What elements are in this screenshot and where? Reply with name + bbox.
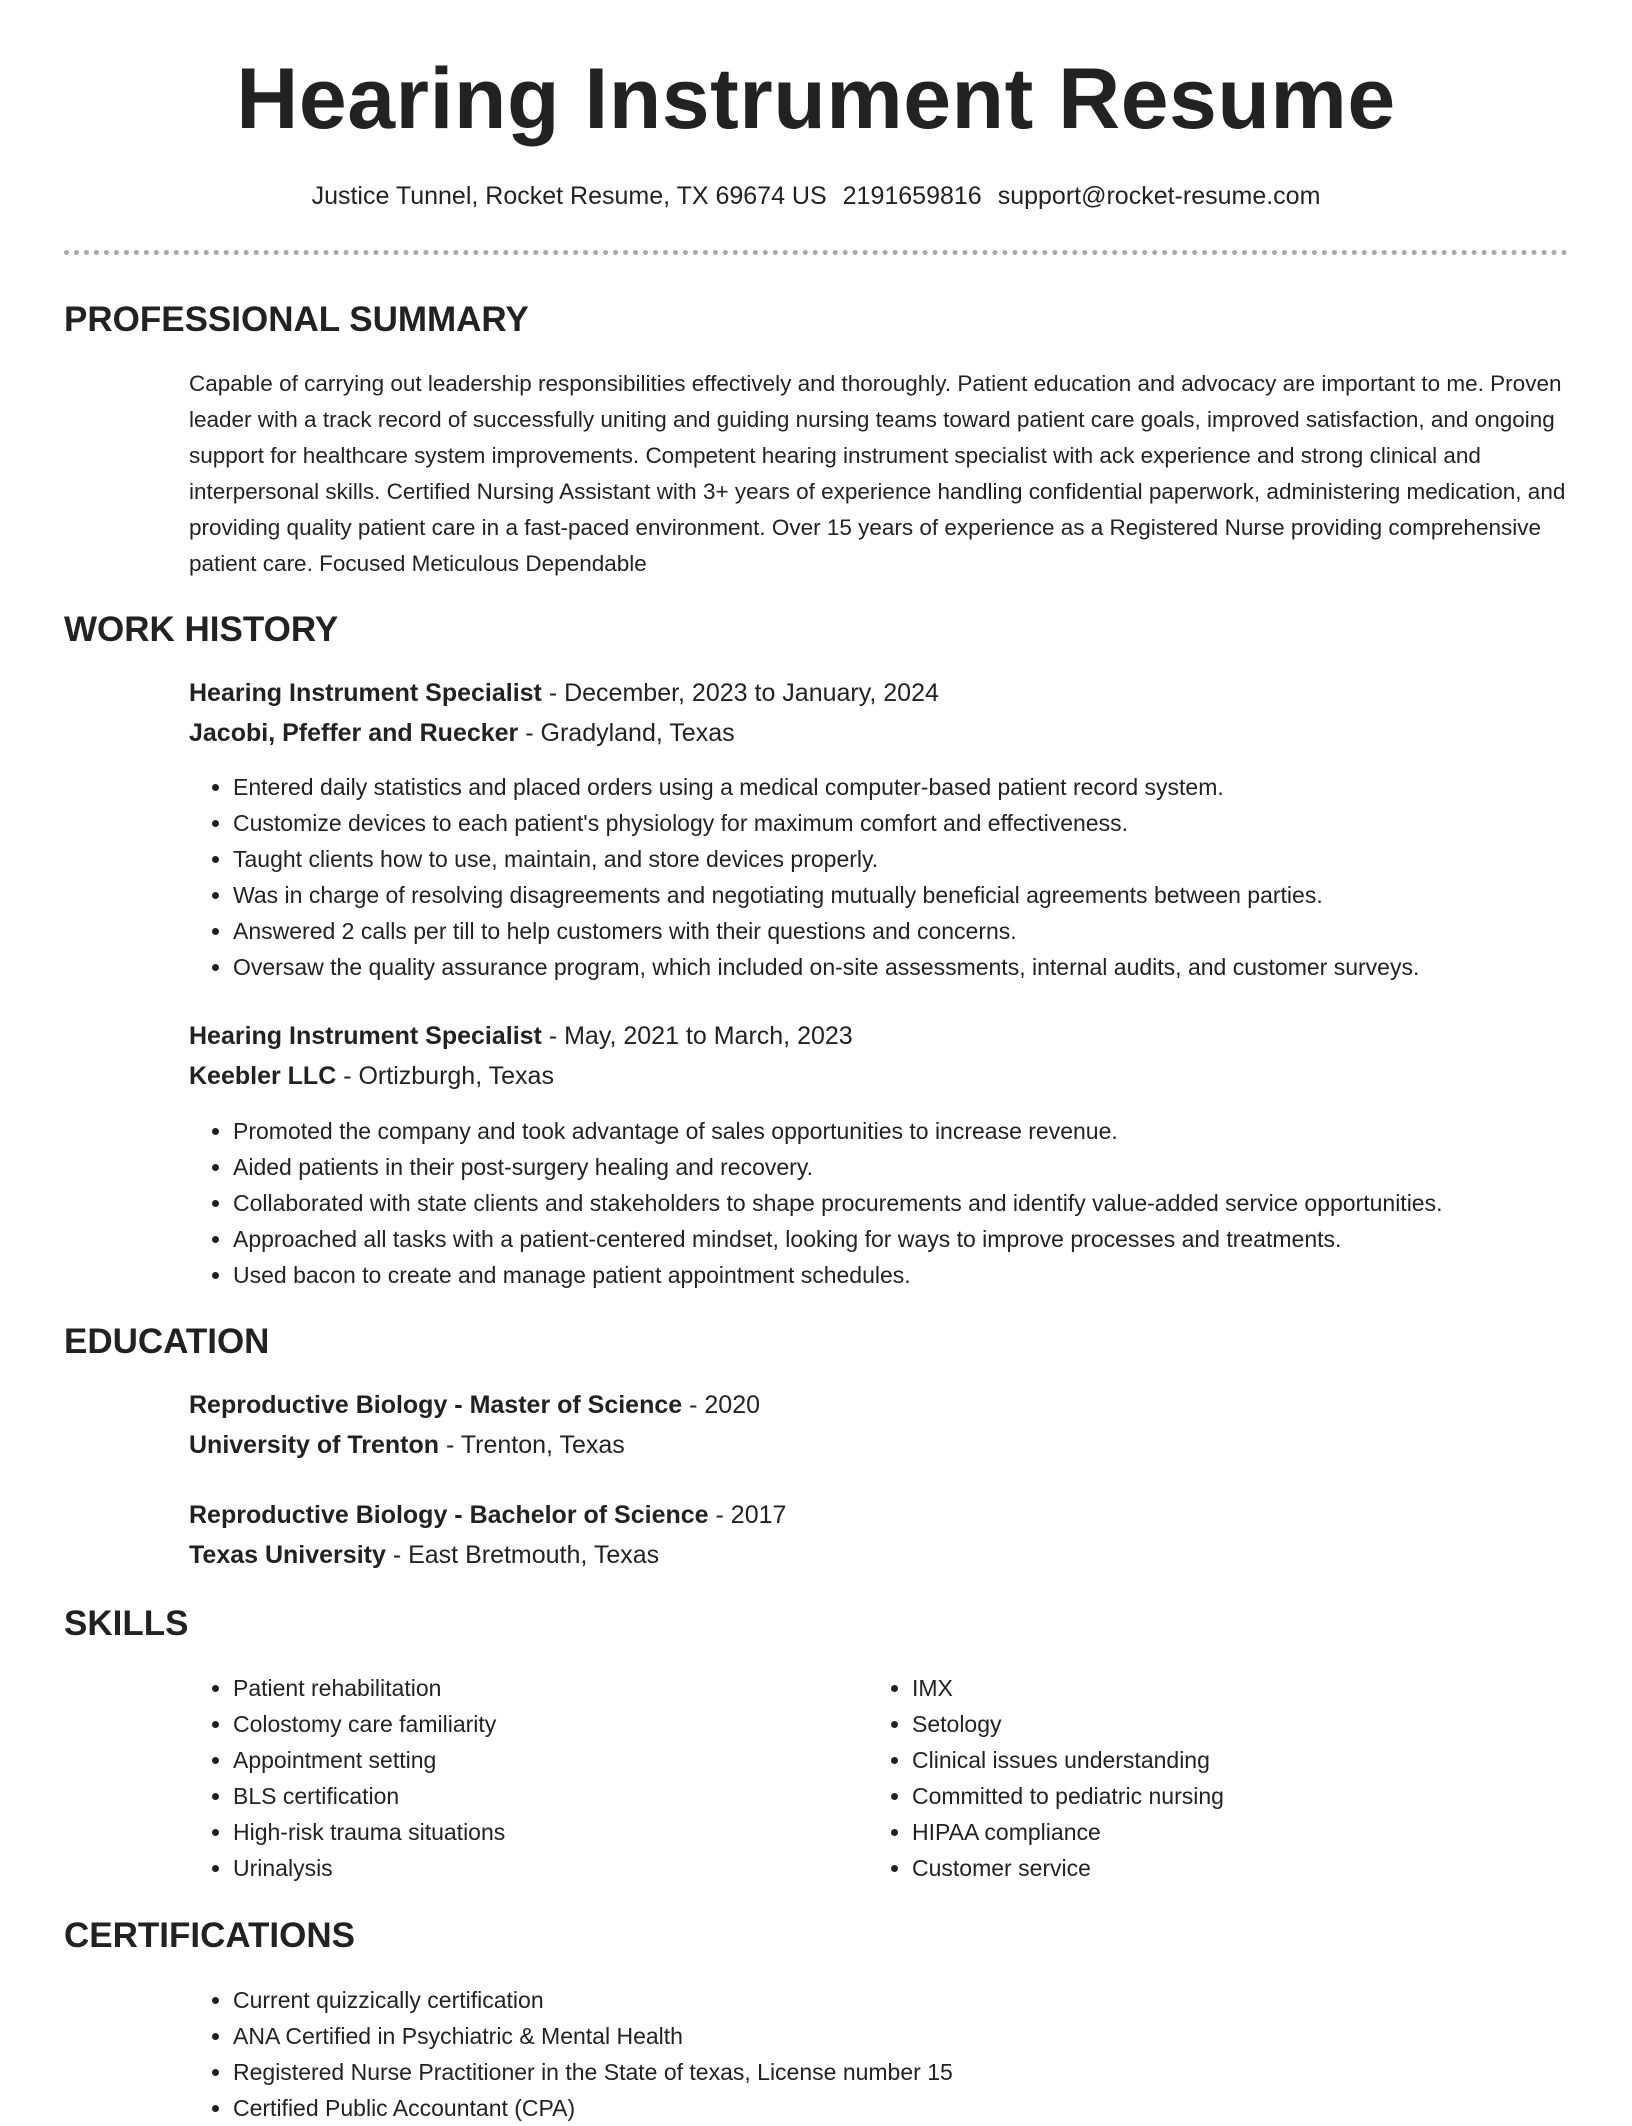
education-2-location: - East Bretmouth, Texas <box>392 1541 660 1569</box>
contact-line <box>0 182 1632 211</box>
education-1-school: University of Trenton <box>189 1431 440 1459</box>
education-2-degree-line <box>189 1501 786 1530</box>
work-history-heading: WORK HISTORY <box>64 610 339 649</box>
header-divider <box>64 250 1568 255</box>
education-2-school: Texas University <box>189 1541 386 1569</box>
education-1-location: - Trenton, Texas <box>446 1431 625 1459</box>
certifications-list <box>189 1982 953 2126</box>
job-1-company-line <box>189 719 735 748</box>
skills-heading: SKILLS <box>64 1604 189 1643</box>
job-2-company-line <box>189 1062 554 1091</box>
list-item: • Answered 2 calls per till to help customers with their questions and concerns. <box>233 913 1419 949</box>
resume-title: Hearing Instrument Resume <box>236 51 1396 147</box>
list-item: • Colostomy care familiarity <box>233 1706 505 1742</box>
list-item: • Setology <box>912 1706 1224 1742</box>
list-item: • HIPAA compliance <box>912 1814 1224 1850</box>
list-item: • Promoted the company and took advantage of sales opportunities to increase revenue. <box>233 1113 1443 1149</box>
list-item: • Certified Public Accountant (CPA) <box>233 2090 953 2126</box>
job-2-dates: - May, 2021 to March, 2023 <box>548 1022 853 1050</box>
list-item: • Committed to pediatric nursing <box>912 1778 1224 1814</box>
list-item: • Customer service <box>912 1850 1224 1886</box>
list-item: • BLS certification <box>233 1778 505 1814</box>
list-item: • Aided patients in their post-surgery healing and recovery. <box>233 1149 1443 1185</box>
skills-list-left <box>189 1670 505 1886</box>
contact-email: support@rocket-resume.com <box>997 182 1321 210</box>
list-item: • ANA Certified in Psychiatric & Mental Health <box>233 2018 953 2054</box>
job-2-location: - Ortizburgh, Texas <box>343 1062 554 1090</box>
job-1-company: Jacobi, Pfeffer and Ruecker <box>189 719 519 747</box>
list-item: • Appointment setting <box>233 1742 505 1778</box>
list-item: • Was in charge of resolving disagreements and negotiating mutually beneficial agreements between parties. <box>233 877 1419 913</box>
list-item: • IMX <box>912 1670 1224 1706</box>
job-1-location: - Gradyland, Texas <box>525 719 735 747</box>
list-item: • Collaborated with state clients and stakeholders to shape procurements and identify value-added service opportunities. <box>233 1185 1443 1221</box>
education-2-school-line <box>189 1541 659 1570</box>
job-1-title: Hearing Instrument Specialist <box>189 679 542 707</box>
job-2-title-line <box>189 1022 853 1051</box>
certifications-heading: CERTIFICATIONS <box>64 1916 356 1955</box>
skills-list-right <box>868 1670 1224 1886</box>
list-item: • Approached all tasks with a patient-centered mindset, looking for ways to improve processes and treatments. <box>233 1221 1443 1257</box>
education-heading: EDUCATION <box>64 1322 270 1361</box>
education-1-degree: Reproductive Biology - Master of Science <box>189 1391 683 1419</box>
list-item: • Entered daily statistics and placed orders using a medical computer-based patient record system. <box>233 769 1419 805</box>
job-2-company: Keebler LLC <box>189 1062 337 1090</box>
list-item: • Urinalysis <box>233 1850 505 1886</box>
job-2-bullets <box>189 1113 1443 1293</box>
job-1-dates: - December, 2023 to January, 2024 <box>548 679 939 707</box>
job-2-title: Hearing Instrument Specialist <box>189 1022 542 1050</box>
list-item: • Oversaw the quality assurance program, which included on-site assessments, internal audits, and customer surveys. <box>233 949 1419 985</box>
job-1-title-line <box>189 679 939 708</box>
list-item: • Clinical issues understanding <box>912 1742 1224 1778</box>
list-item: • Patient rehabilitation <box>233 1670 505 1706</box>
list-item: • Taught clients how to use, maintain, and store devices properly. <box>233 841 1419 877</box>
list-item: • Registered Nurse Practitioner in the State of texas, License number 15 <box>233 2054 953 2090</box>
education-2-degree: Reproductive Biology - Bachelor of Science <box>189 1501 709 1529</box>
summary-heading: PROFESSIONAL SUMMARY <box>64 300 529 339</box>
list-item: • Customize devices to each patient's physiology for maximum comfort and effectiveness. <box>233 805 1419 841</box>
contact-phone: 2191659816 <box>842 182 982 210</box>
summary-text: Capable of carrying out leadership responsibilities effectively and thoroughly. Patient education and advocacy are important to me. Proven leader with a track record of successfully uniting and guiding nursing teams toward patient care goals, improved satisfaction, and ongoing support for healthcare system improvements. Competent hearing instrument specialist with ack experience and strong clinical and interpersonal skills. Certified Nursing Assistant with 3+ years of experience handling confidential paperwork, administering medication, and providing quality patient care in a fast-paced environment. Over 15 years of experience as a Registered Nurse providing comprehensive patient care. Focused Meticulous Dependable <box>189 371 1566 576</box>
education-1-year: - 2020 <box>689 1391 761 1419</box>
education-1-degree-line <box>189 1391 760 1420</box>
contact-address: Justice Tunnel, Rocket Resume, TX 69674 US <box>311 182 827 210</box>
list-item: • Used bacon to create and manage patient appointment schedules. <box>233 1257 1443 1293</box>
job-1-bullets <box>189 769 1419 985</box>
list-item: • High-risk trauma situations <box>233 1814 505 1850</box>
education-2-year: - 2017 <box>715 1501 787 1529</box>
list-item: • Current quizzically certification <box>233 1982 953 2018</box>
education-1-school-line <box>189 1431 625 1460</box>
